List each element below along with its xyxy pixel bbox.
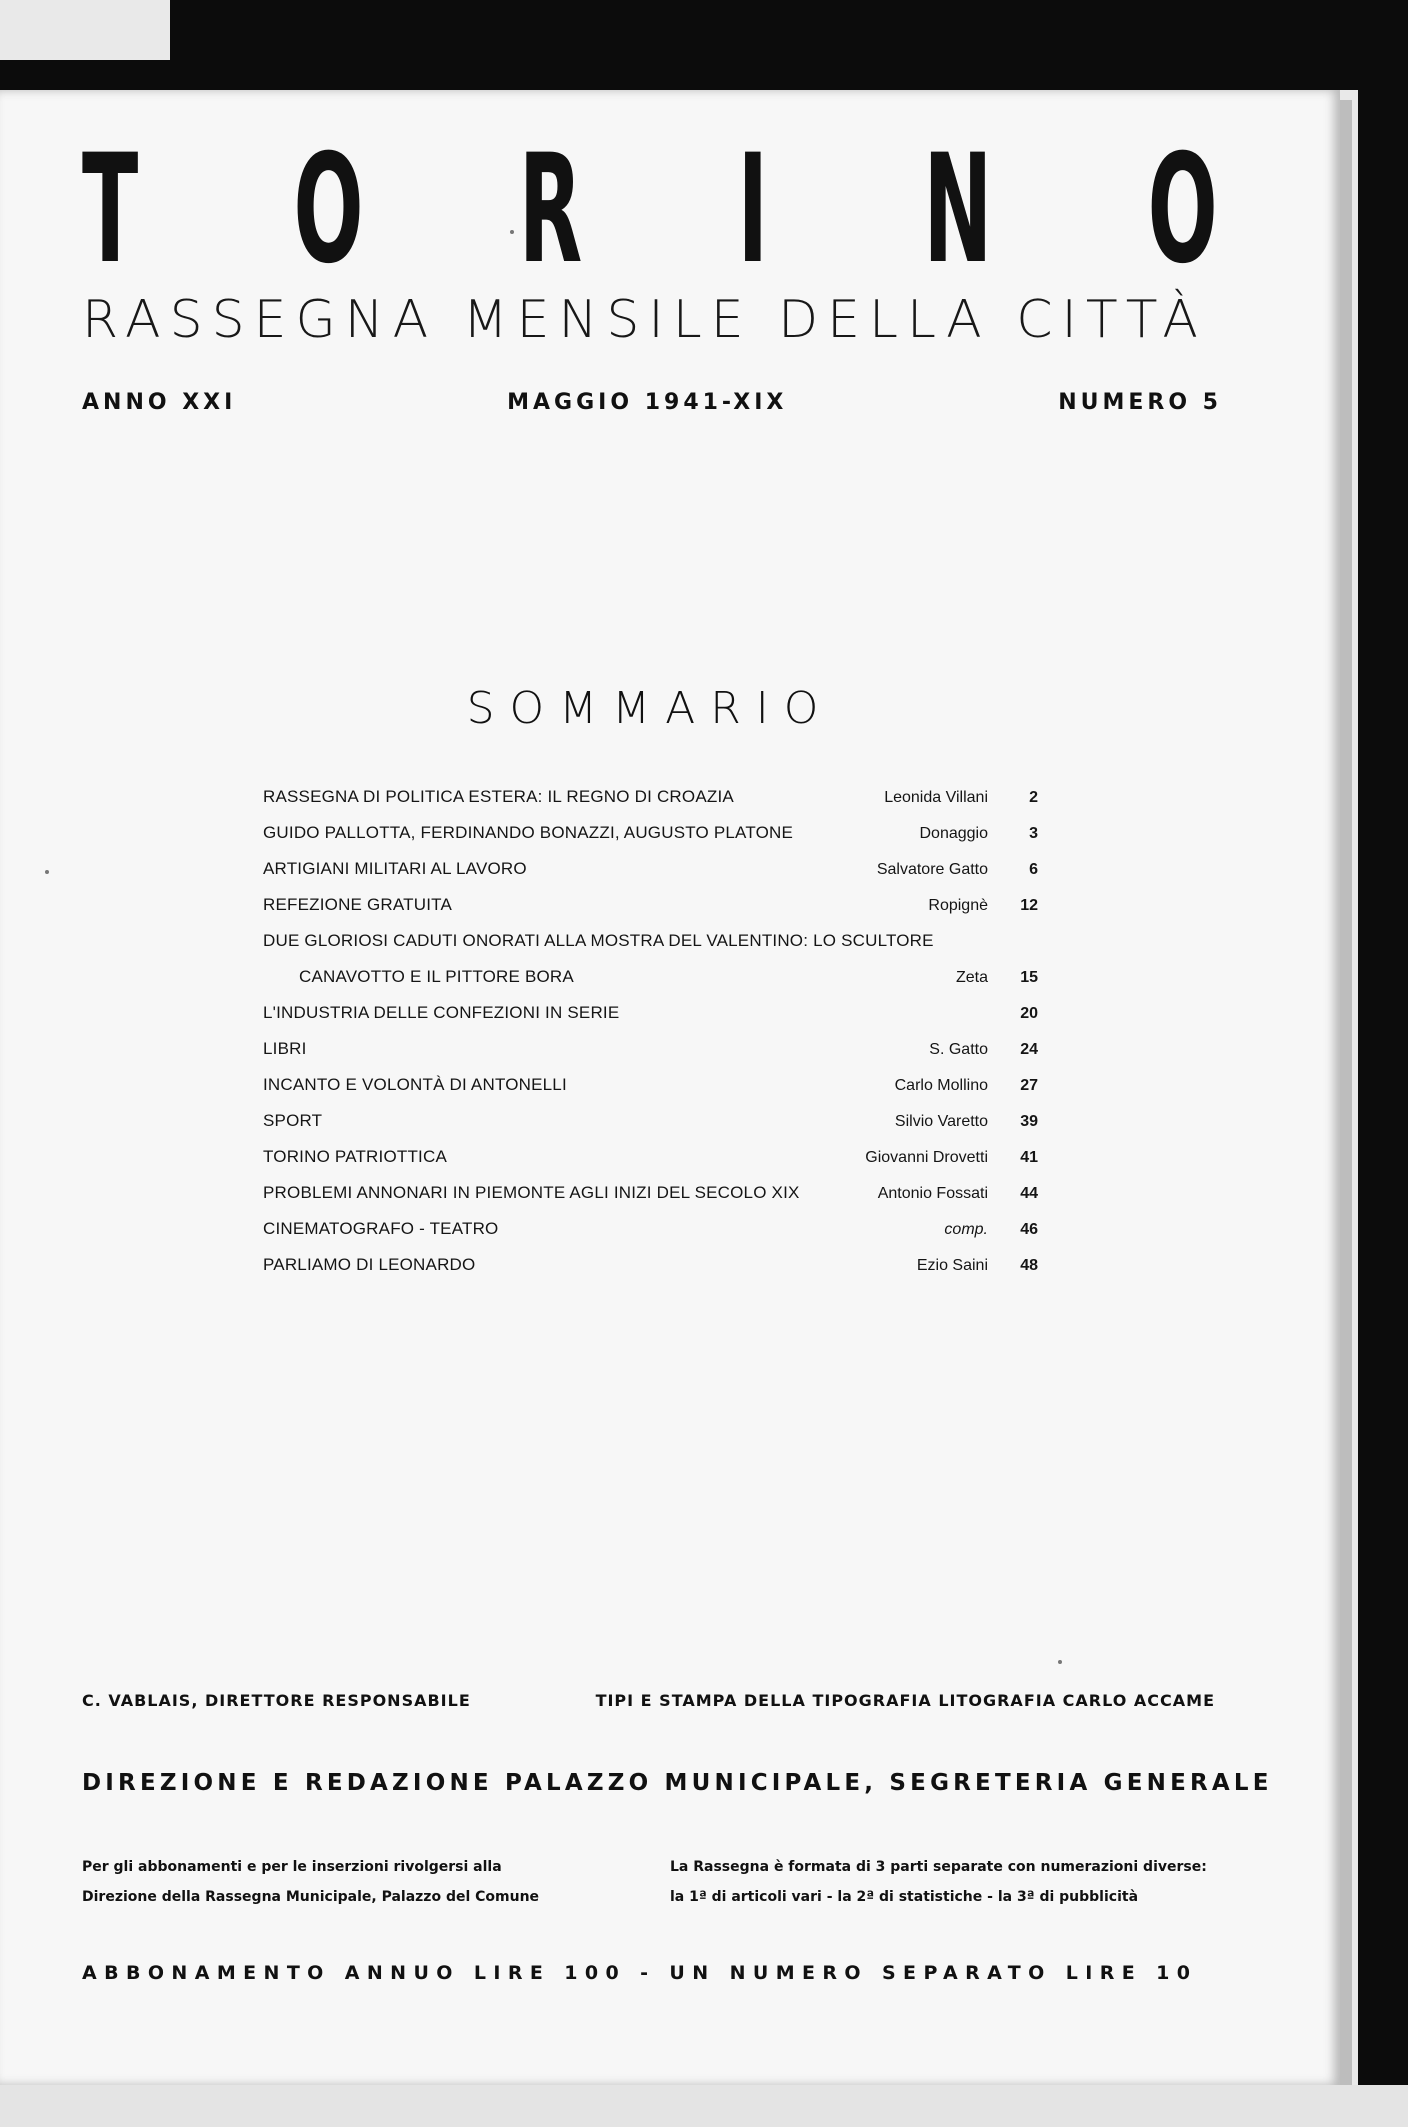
speck xyxy=(1058,1660,1062,1664)
masthead-letter: I xyxy=(737,123,769,297)
toc-title: L'INDUSTRIA DELLE CONFEZIONI IN SERIE xyxy=(263,1003,620,1022)
toc-entry xyxy=(263,1039,1038,1075)
format-note xyxy=(670,1852,1215,1912)
toc-page: 15 xyxy=(1020,969,1038,986)
credits-row xyxy=(82,1691,1215,1710)
toc-page: 41 xyxy=(1020,1149,1038,1166)
toc-page: 24 xyxy=(1020,1041,1038,1058)
toc-entry xyxy=(263,1003,1038,1039)
toc-page: 6 xyxy=(1029,861,1038,878)
toc-title: INCANTO E VOLONTÀ DI ANTONELLI xyxy=(263,1075,567,1094)
scan-border-bottom xyxy=(0,2085,1408,2127)
toc-entry xyxy=(263,931,1038,967)
masthead-subtitle: RASSEGNA MENSILE DELLA CITTÀ xyxy=(82,290,1208,350)
toc-author: Carlo Mollino xyxy=(894,1077,988,1094)
toc-author: comp. xyxy=(944,1221,988,1238)
toc-author: Donaggio xyxy=(919,825,988,842)
toc-entry xyxy=(263,967,1038,1003)
toc-author: Ezio Saini xyxy=(916,1257,988,1274)
masthead-title xyxy=(82,123,1218,297)
issue-meta xyxy=(82,390,1222,415)
printer-credit: TIPI E STAMPA DELLA TIPOGRAFIA LITOGRAFIA CARLO ACCAME xyxy=(595,1691,1215,1710)
toc-entry xyxy=(263,1255,1038,1291)
toc-author: Zeta xyxy=(955,969,988,986)
toc-title: SPORT xyxy=(263,1111,323,1130)
masthead-letter: O xyxy=(1147,123,1218,297)
toc-entry xyxy=(263,1075,1038,1111)
issue-date: MAGGIO 1941-XIX xyxy=(507,390,788,415)
toc-entry xyxy=(263,787,1038,823)
subscription-price: ABBONAMENTO ANNUO LIRE 100 - UN NUMERO SEPARATO LIRE 10 xyxy=(82,1962,1198,1984)
note-line: Direzione della Rassegna Municipale, Palazzo del Comune xyxy=(82,1889,540,1905)
toc-page: 44 xyxy=(1020,1185,1038,1202)
toc-author: Giovanni Drovetti xyxy=(865,1149,988,1166)
toc-entry xyxy=(263,1111,1038,1147)
toc-title: GUIDO PALLOTTA, FERDINANDO BONAZZI, AUGUSTO PLATONE xyxy=(263,823,794,842)
toc-author: Leonida Villani xyxy=(884,789,988,806)
scan-border-right xyxy=(1358,0,1408,2127)
toc-title: PROBLEMI ANNONARI IN PIEMONTE AGLI INIZI DEL SECOLO XIX xyxy=(263,1183,800,1202)
toc-entry xyxy=(263,1147,1038,1183)
toc-page: 48 xyxy=(1020,1257,1038,1274)
toc-page: 39 xyxy=(1020,1113,1038,1130)
scan-border-top xyxy=(0,0,1408,90)
toc-title: TORINO PATRIOTTICA xyxy=(263,1147,447,1166)
toc-author: S. Gatto xyxy=(929,1041,988,1058)
toc-title: DUE GLORIOSI CADUTI ONORATI ALLA MOSTRA DEL VALENTINO: LO SCULTORE xyxy=(263,931,934,950)
toc-author: Salvatore Gatto xyxy=(876,861,988,878)
masthead-letter: R xyxy=(518,123,583,297)
footer-notes xyxy=(82,1852,1215,1912)
toc-page: 12 xyxy=(1020,897,1038,914)
toc-entry xyxy=(263,1219,1038,1255)
sommario-heading: SOMMARIO xyxy=(466,683,834,734)
issue-number: NUMERO 5 xyxy=(1058,390,1222,415)
toc-title: ARTIGIANI MILITARI AL LAVORO xyxy=(263,859,527,878)
toc-author: Ropignè xyxy=(928,897,988,914)
editorial-address: DIREZIONE E REDAZIONE PALAZZO MUNICIPALE, SEGRETERIA GENERALE xyxy=(82,1770,1273,1796)
toc-page: 27 xyxy=(1020,1077,1038,1094)
toc-entry xyxy=(263,895,1038,931)
toc-title: CANAVOTTO E IL PITTORE BORA xyxy=(299,967,574,986)
toc-page: 2 xyxy=(1029,789,1038,806)
toc-page: 3 xyxy=(1029,825,1038,842)
director-credit: C. VABLAIS, DIRETTORE RESPONSABILE xyxy=(82,1691,471,1710)
toc-entry xyxy=(263,823,1038,859)
note-line: Per gli abbonamenti e per le inserzioni rivolgersi alla xyxy=(82,1859,502,1875)
masthead-letter: O xyxy=(293,123,364,297)
toc-entry xyxy=(263,859,1038,895)
note-line: la 1ª di articoli vari - la 2ª di statistiche - la 3ª di pubblicità xyxy=(670,1889,1139,1905)
toc-title: RASSEGNA DI POLITICA ESTERA: IL REGNO DI CROAZIA xyxy=(263,787,734,806)
issue-year: ANNO XXI xyxy=(82,390,237,415)
toc-title: PARLIAMO DI LEONARDO xyxy=(263,1255,476,1274)
toc-author: Antonio Fossati xyxy=(877,1185,988,1202)
note-line: La Rassegna è formata di 3 parti separate con numerazioni diverse: xyxy=(670,1859,1207,1875)
masthead-letter: T xyxy=(82,123,139,297)
toc-author: Silvio Varetto xyxy=(894,1113,988,1130)
scan-corner xyxy=(0,0,170,60)
toc-title: LIBRI xyxy=(263,1039,307,1058)
speck xyxy=(45,870,49,874)
masthead-letter: N xyxy=(923,123,993,297)
toc-title: CINEMATOGRAFO - TEATRO xyxy=(263,1219,499,1238)
table-of-contents xyxy=(263,787,1038,1291)
toc-title: REFEZIONE GRATUITA xyxy=(263,895,453,914)
toc-page: 46 xyxy=(1020,1221,1038,1238)
toc-page: 20 xyxy=(1020,1005,1038,1022)
subscription-note xyxy=(82,1852,582,1912)
toc-entry xyxy=(263,1183,1038,1219)
page-edge xyxy=(1340,100,1352,2085)
